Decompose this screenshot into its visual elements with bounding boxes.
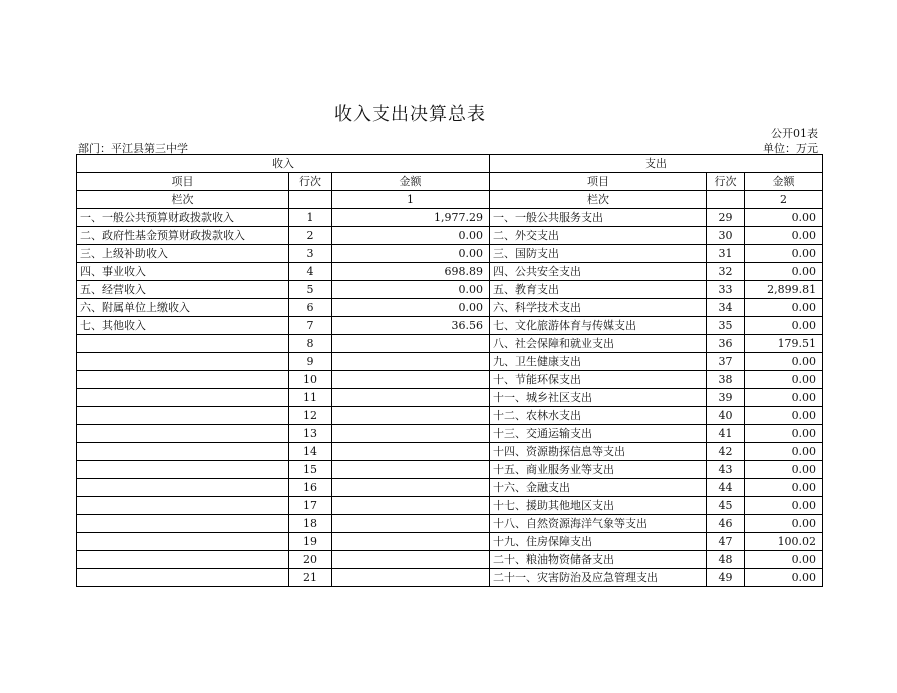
form-code: 公开01表 [771, 127, 818, 140]
income-rowno-cell: 10 [289, 371, 332, 389]
expense-column-blank [707, 191, 745, 209]
expense-rowno-cell: 29 [707, 209, 745, 227]
income-amount-cell: 1,977.29 [332, 209, 490, 227]
expense-amount-cell: 0.00 [745, 245, 823, 263]
income-rowno-cell: 5 [289, 281, 332, 299]
income-item-cell [77, 515, 289, 533]
expense-amount-cell: 0.00 [745, 263, 823, 281]
expense-amount-cell: 0.00 [745, 569, 823, 587]
income-amount-cell [332, 371, 490, 389]
expense-item-cell: 八、社会保障和就业支出 [490, 335, 707, 353]
expense-item-cell: 三、国防支出 [490, 245, 707, 263]
table-row [77, 479, 823, 497]
expense-rowno-cell: 41 [707, 425, 745, 443]
income-amount-cell [332, 335, 490, 353]
expense-rowno-cell: 47 [707, 533, 745, 551]
income-rowno-cell: 7 [289, 317, 332, 335]
table-row [77, 263, 823, 281]
income-amount-cell [332, 551, 490, 569]
income-column-blank [289, 191, 332, 209]
expense-item-cell: 十四、资源勘探信息等支出 [490, 443, 707, 461]
expense-amount-cell: 100.02 [745, 533, 823, 551]
expense-column-label: 栏次 [490, 191, 707, 209]
expense-rowno-cell: 39 [707, 389, 745, 407]
income-amount-cell [332, 353, 490, 371]
income-rowno-cell: 6 [289, 299, 332, 317]
income-rowno-cell: 9 [289, 353, 332, 371]
income-item-cell [77, 371, 289, 389]
expense-rowno-cell: 37 [707, 353, 745, 371]
income-item-cell: 五、经营收入 [77, 281, 289, 299]
page-title: 收入支出决算总表 [334, 104, 486, 125]
expense-rowno-cell: 32 [707, 263, 745, 281]
income-item-cell: 二、政府性基金预算财政拨款收入 [77, 227, 289, 245]
expense-rowno-cell: 44 [707, 479, 745, 497]
expense-amount-cell: 0.00 [745, 353, 823, 371]
expense-amount-cell: 0.00 [745, 497, 823, 515]
income-column-label: 栏次 [77, 191, 289, 209]
expense-amount-cell: 0.00 [745, 425, 823, 443]
expense-amount-cell: 0.00 [745, 317, 823, 335]
income-item-cell: 三、上级补助收入 [77, 245, 289, 263]
income-item-cell: 一、一般公共预算财政拨款收入 [77, 209, 289, 227]
expense-column-number: 2 [745, 191, 823, 209]
section-header-row [77, 155, 823, 173]
expense-rowno-cell: 43 [707, 461, 745, 479]
table-row [77, 335, 823, 353]
income-amount-cell: 0.00 [332, 227, 490, 245]
expense-amount-cell: 0.00 [745, 389, 823, 407]
expense-item-cell: 十、节能环保支出 [490, 371, 707, 389]
income-rowno-cell: 21 [289, 569, 332, 587]
income-item-cell [77, 497, 289, 515]
expense-rowno-cell: 49 [707, 569, 745, 587]
table-row [77, 461, 823, 479]
expense-rowno-cell: 33 [707, 281, 745, 299]
expense-item-header: 项目 [490, 173, 707, 191]
department-label: 部门：平江县第三中学 [78, 142, 188, 155]
table-row [77, 425, 823, 443]
income-item-cell [77, 551, 289, 569]
income-amount-cell [332, 389, 490, 407]
table-row [77, 245, 823, 263]
income-item-cell [77, 569, 289, 587]
expense-item-cell: 十七、援助其他地区支出 [490, 497, 707, 515]
income-column-number: 1 [332, 191, 490, 209]
expense-amount-cell: 0.00 [745, 371, 823, 389]
income-item-cell [77, 425, 289, 443]
income-rowno-cell: 19 [289, 533, 332, 551]
expense-amount-header: 金额 [745, 173, 823, 191]
income-item-cell [77, 353, 289, 371]
income-rowno-cell: 18 [289, 515, 332, 533]
income-item-cell [77, 479, 289, 497]
expense-item-cell: 二十一、灾害防治及应急管理支出 [490, 569, 707, 587]
income-amount-cell [332, 407, 490, 425]
expense-rowno-cell: 34 [707, 299, 745, 317]
expense-item-cell: 二十、粮油物资储备支出 [490, 551, 707, 569]
expense-rowno-cell: 30 [707, 227, 745, 245]
income-item-cell [77, 533, 289, 551]
expense-item-cell: 六、科学技术支出 [490, 299, 707, 317]
income-amount-cell [332, 479, 490, 497]
income-rowno-cell: 14 [289, 443, 332, 461]
expense-rowno-cell: 45 [707, 497, 745, 515]
income-amount-header: 金额 [332, 173, 490, 191]
income-rowno-cell: 4 [289, 263, 332, 281]
expense-item-cell: 二、外交支出 [490, 227, 707, 245]
expense-amount-cell: 179.51 [745, 335, 823, 353]
expense-item-cell: 十二、农林水支出 [490, 407, 707, 425]
expense-amount-cell: 0.00 [745, 551, 823, 569]
income-item-cell [77, 389, 289, 407]
expense-amount-cell: 0.00 [745, 461, 823, 479]
expense-header: 支出 [490, 155, 823, 173]
income-amount-cell [332, 533, 490, 551]
expense-item-cell: 五、教育支出 [490, 281, 707, 299]
income-rowno-cell: 3 [289, 245, 332, 263]
income-rowno-cell: 12 [289, 407, 332, 425]
income-amount-cell [332, 425, 490, 443]
income-rowno-header: 行次 [289, 173, 332, 191]
expense-item-cell: 四、公共安全支出 [490, 263, 707, 281]
expense-item-cell: 十一、城乡社区支出 [490, 389, 707, 407]
expense-item-cell: 一、一般公共服务支出 [490, 209, 707, 227]
expense-item-cell: 十六、金融支出 [490, 479, 707, 497]
expense-item-cell: 十八、自然资源海洋气象等支出 [490, 515, 707, 533]
income-amount-cell [332, 569, 490, 587]
income-item-cell: 四、事业收入 [77, 263, 289, 281]
expense-amount-cell: 0.00 [745, 479, 823, 497]
income-amount-cell: 698.89 [332, 263, 490, 281]
column-number-row [77, 191, 823, 209]
table-row [77, 209, 823, 227]
table-row [77, 389, 823, 407]
income-rowno-cell: 20 [289, 551, 332, 569]
expense-amount-cell: 0.00 [745, 515, 823, 533]
income-amount-cell: 36.56 [332, 317, 490, 335]
income-item-cell [77, 335, 289, 353]
income-amount-cell: 0.00 [332, 299, 490, 317]
table-row [77, 227, 823, 245]
table-row [77, 443, 823, 461]
expense-rowno-header: 行次 [707, 173, 745, 191]
expense-amount-cell: 0.00 [745, 299, 823, 317]
income-item-cell: 七、其他收入 [77, 317, 289, 335]
income-rowno-cell: 1 [289, 209, 332, 227]
expense-rowno-cell: 40 [707, 407, 745, 425]
income-rowno-cell: 13 [289, 425, 332, 443]
income-amount-cell [332, 443, 490, 461]
income-rowno-cell: 16 [289, 479, 332, 497]
income-amount-cell [332, 515, 490, 533]
expense-rowno-cell: 46 [707, 515, 745, 533]
table-row [77, 533, 823, 551]
unit-label: 单位：万元 [763, 142, 818, 155]
expense-rowno-cell: 42 [707, 443, 745, 461]
table-row [77, 407, 823, 425]
expense-rowno-cell: 38 [707, 371, 745, 389]
income-rowno-cell: 15 [289, 461, 332, 479]
table-row [77, 497, 823, 515]
table-row [77, 551, 823, 569]
table-row [77, 569, 823, 587]
expense-amount-cell: 0.00 [745, 443, 823, 461]
expense-rowno-cell: 35 [707, 317, 745, 335]
income-amount-cell [332, 461, 490, 479]
expense-rowno-cell: 36 [707, 335, 745, 353]
expense-item-cell: 十三、交通运输支出 [490, 425, 707, 443]
expense-item-cell: 九、卫生健康支出 [490, 353, 707, 371]
income-item-cell [77, 461, 289, 479]
income-item-cell [77, 407, 289, 425]
table-body [77, 209, 823, 587]
table-row [77, 371, 823, 389]
expense-amount-cell: 0.00 [745, 209, 823, 227]
table-row [77, 299, 823, 317]
income-header: 收入 [77, 155, 490, 173]
expense-item-cell: 十九、住房保障支出 [490, 533, 707, 551]
income-rowno-cell: 8 [289, 335, 332, 353]
budget-table [76, 154, 823, 587]
income-item-cell [77, 443, 289, 461]
column-header-row [77, 173, 823, 191]
income-amount-cell [332, 497, 490, 515]
expense-amount-cell: 2,899.81 [745, 281, 823, 299]
income-rowno-cell: 11 [289, 389, 332, 407]
table-row [77, 281, 823, 299]
expense-rowno-cell: 48 [707, 551, 745, 569]
table-row [77, 353, 823, 371]
income-amount-cell: 0.00 [332, 245, 490, 263]
income-rowno-cell: 2 [289, 227, 332, 245]
expense-item-cell: 十五、商业服务业等支出 [490, 461, 707, 479]
expense-amount-cell: 0.00 [745, 407, 823, 425]
table-row [77, 317, 823, 335]
income-item-header: 项目 [77, 173, 289, 191]
income-item-cell: 六、附属单位上缴收入 [77, 299, 289, 317]
income-amount-cell: 0.00 [332, 281, 490, 299]
expense-amount-cell: 0.00 [745, 227, 823, 245]
expense-item-cell: 七、文化旅游体育与传媒支出 [490, 317, 707, 335]
expense-rowno-cell: 31 [707, 245, 745, 263]
income-rowno-cell: 17 [289, 497, 332, 515]
table-row [77, 515, 823, 533]
